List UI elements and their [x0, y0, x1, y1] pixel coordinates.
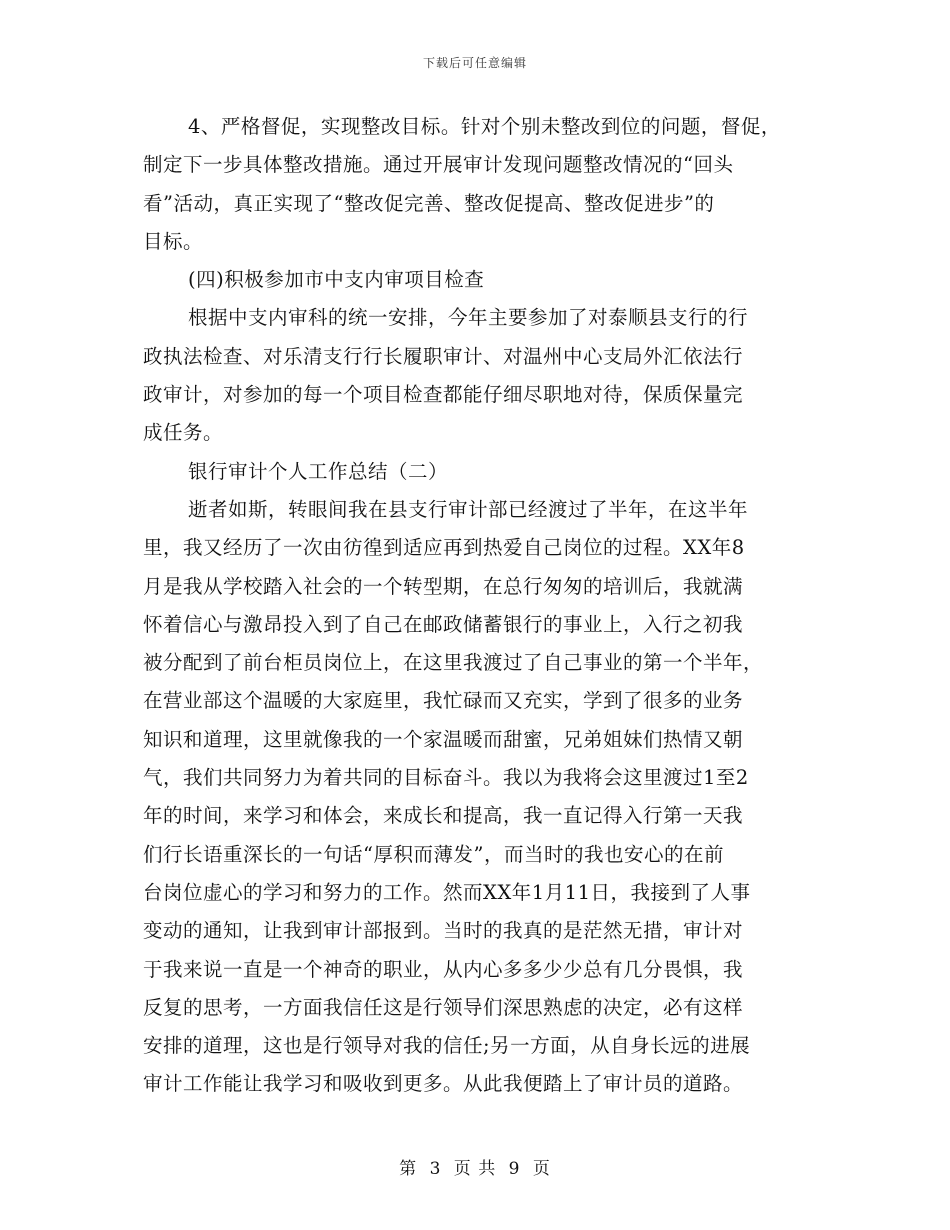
text-line: 气，我们共同努力为着共同的目标奋斗。我以为我将会这里渡过1至2	[143, 766, 749, 790]
text-line: 在营业部这个温暖的大家庭里，我忙碌而又充实，学到了很多的业务	[143, 689, 744, 713]
text-line: 年的时间，来学习和体会，来成长和提高，我一直记得入行第一天我	[143, 804, 744, 828]
text-line: 于我来说一直是一个神奇的职业，从内心多多少少总有几分畏惧，我	[143, 957, 744, 981]
text-line: 反复的思考，一方面我信任这是行领导们深思熟虑的决定，必有这样	[143, 995, 744, 1019]
text-line: 月是我从学校踏入社会的一个转型期，在总行匆匆的培训后，我就满	[143, 574, 744, 598]
text-line: 知识和道理，这里就像我的一个家温暖而甜蜜，兄弟姐妹们热情又朝	[143, 727, 744, 751]
text-line: 政审计，对参加的每一个项目检查都能仔细尽职地对待，保质保量完	[143, 383, 744, 407]
text-line: 4、严格督促，实现整改目标。针对个别未整改到位的问题，督促，	[188, 115, 781, 138]
text-line: 台岗位虚心的学习和努力的工作。然而XX年1月11日，我接到了人事	[143, 880, 751, 904]
text-line: 看”活动，真正实现了“整改促完善、整改促提高、整改促进步”的	[143, 191, 715, 215]
text-line: 被分配到了前台柜员岗位上，在这里我渡过了自己事业的第一个半年，	[143, 651, 764, 675]
footer-prefix: 第	[399, 1159, 418, 1179]
text-line: 逝者如斯，转眼间我在县支行审计部已经渡过了半年，在这半年	[188, 497, 749, 521]
page-header: 下载后可任意编辑	[422, 56, 527, 70]
text-line: 银行审计个人工作总结（二）	[188, 459, 449, 483]
text-line: 根据中支内审科的统一安排，今年主要参加了对泰顺县支行的行	[188, 306, 749, 330]
text-line: 成任务。	[143, 421, 224, 445]
total-page-count: 9	[508, 1159, 521, 1179]
text-line: 里，我又经历了一次由彷徨到适应再到热爱自己岗位的过程。XX年8	[143, 536, 745, 560]
text-line: 变动的通知，让我到审计部报到。当时的我真的是茫然无措，审计对	[143, 919, 744, 943]
text-line: 们行长语重深长的一句话“厚积而薄发”，而当时的我也安心的在前	[143, 842, 724, 866]
page-footer	[0, 1154, 950, 1179]
text-line: (四)积极参加市中支内审项目检查	[188, 268, 485, 292]
text-line: 安排的道理，这也是行领导对我的信任;另一方面，从自身长远的进展	[143, 1034, 751, 1058]
text-line: 制定下一步具体整改措施。通过开展审计发现问题整改情况的“回头	[143, 153, 734, 177]
text-line: 目标。	[143, 229, 204, 253]
text-line: 政执法检查、对乐清支行行长履职审计、对温州中心支局外汇依法行	[143, 344, 744, 368]
footer-suffix: 页	[532, 1159, 551, 1179]
text-line: 审计工作能让我学习和吸收到更多。从此我便踏上了审计员的道路。	[143, 1072, 744, 1096]
document-body	[143, 108, 823, 1104]
footer-middle: 页 共	[453, 1159, 497, 1179]
text-line: 怀着信心与激昂投入到了自己在邮政储蓄银行的事业上，入行之初我	[143, 612, 744, 636]
current-page-number: 3	[429, 1159, 442, 1179]
